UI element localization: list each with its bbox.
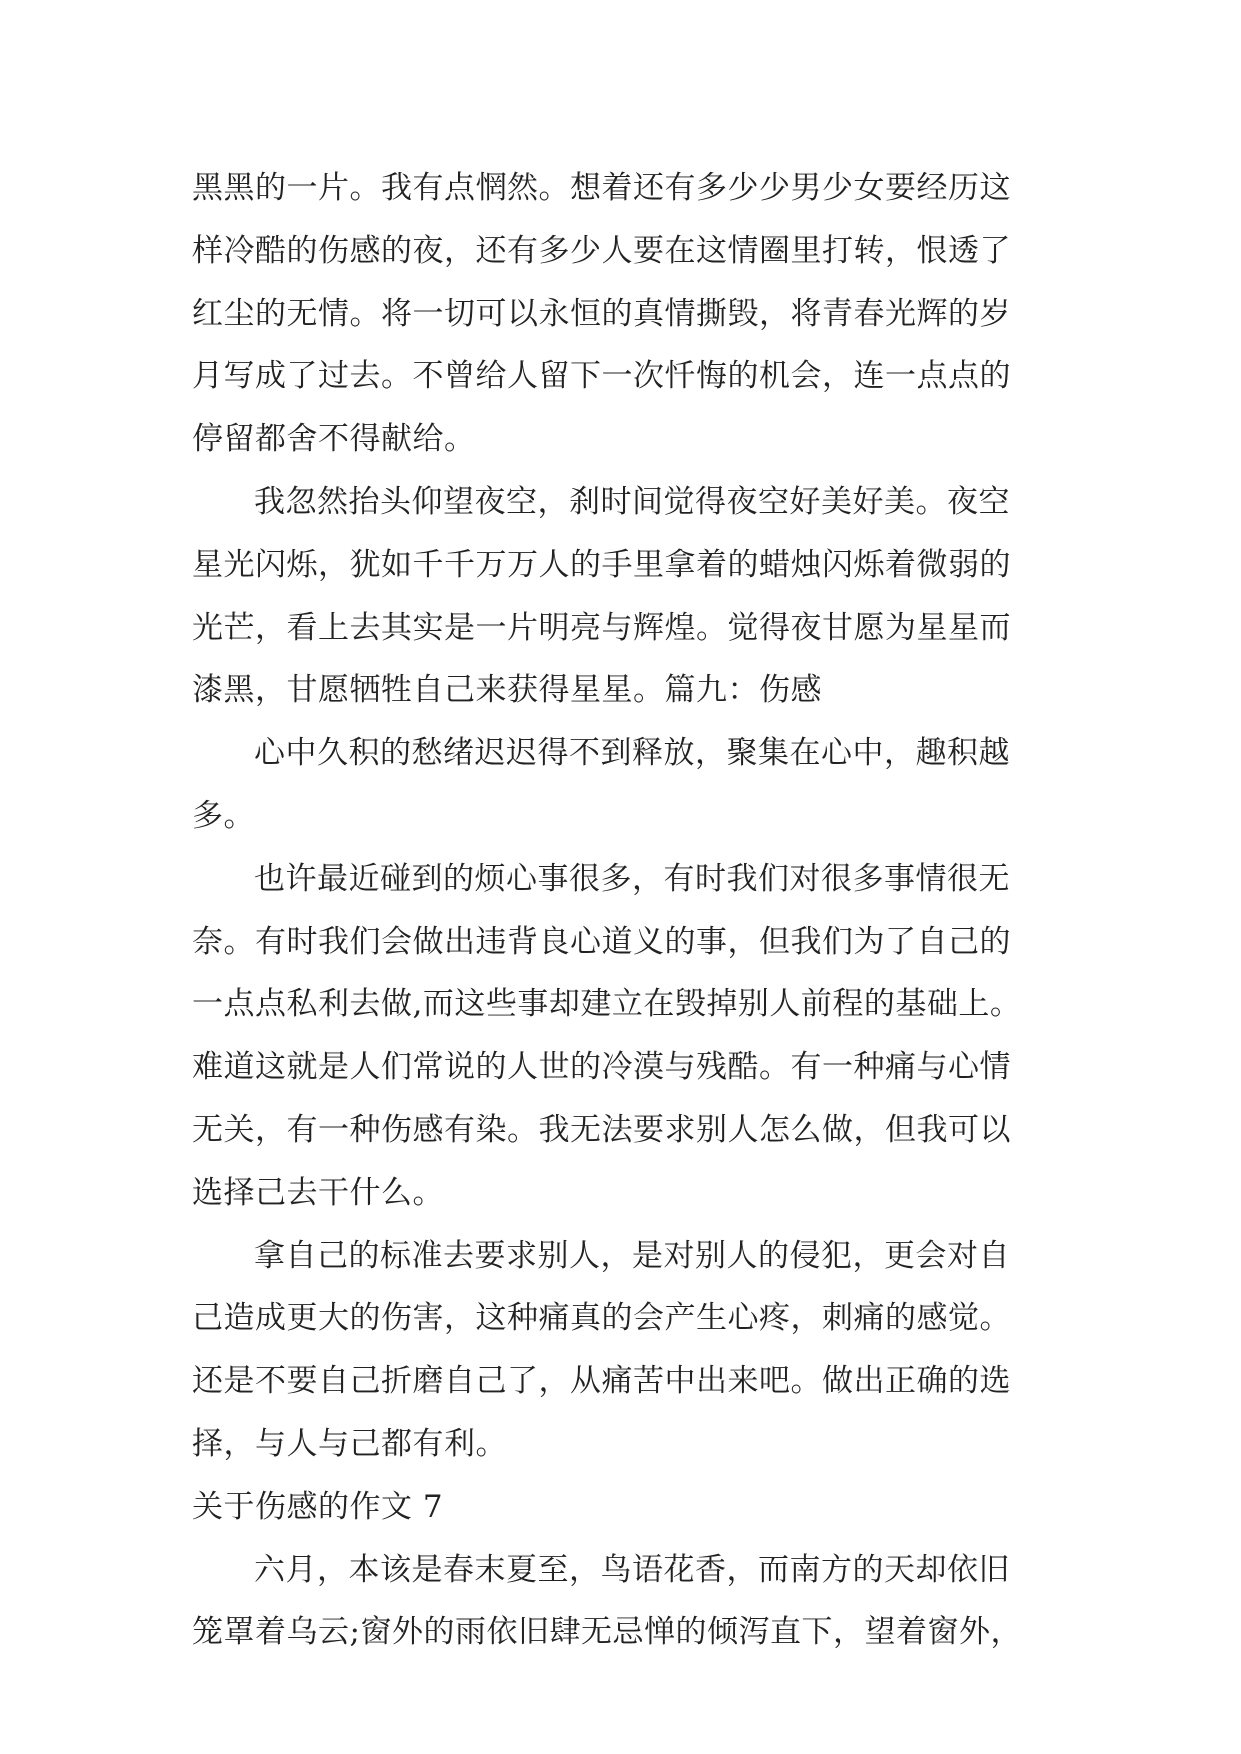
text-line: 还是不要自己折磨自己了，从痛苦中出来吧。做出正确的选 xyxy=(192,1363,1011,1400)
text-line: 光芒，看上去其实是一片明亮与辉煌。觉得夜甘愿为星星而 xyxy=(192,609,1011,646)
text-line: 多。 xyxy=(192,797,255,834)
paragraph-first-line: 拿自己的标准去要求别人，是对别人的侵犯，更会对自 xyxy=(254,1237,1010,1274)
text-line: 漆黑，甘愿牺牲自己来获得星星。篇九：伤感 xyxy=(192,672,822,709)
text-line: 无关，有一种伤感有染。我无法要求别人怎么做，但我可以 xyxy=(192,1111,1011,1148)
paragraph-first-line: 心中久积的愁绪迟迟得不到释放，聚集在心中，趣积越 xyxy=(254,735,1010,772)
text-line: 一点点私利去做,而这些事却建立在毁掉别人前程的基础上。 xyxy=(192,986,1022,1023)
paragraph-first-line: 我忽然抬头仰望夜空，刹时间觉得夜空好美好美。夜空 xyxy=(254,483,1010,520)
document-body xyxy=(192,157,1072,1664)
paragraph-first-line: 六月，本该是春末夏至，鸟语花香，而南方的天却依旧 xyxy=(254,1551,1010,1588)
text-line: 红尘的无情。将一切可以永恒的真情撕毁，将青春光辉的岁 xyxy=(192,295,1011,332)
text-line: 样冷酷的伤感的夜，还有多少人要在这情圈里打转，恨透了 xyxy=(192,232,1011,269)
text-line: 择，与人与己都有利。 xyxy=(192,1425,507,1462)
text-line: 难道这就是人们常说的人世的冷漠与残酷。有一种痛与心情 xyxy=(192,1049,1011,1086)
text-line: 星光闪烁，犹如千千万万人的手里拿着的蜡烛闪烁着微弱的 xyxy=(192,546,1011,583)
paragraph-first-line: 也许最近碰到的烦心事很多，有时我们对很多事情很无 xyxy=(254,860,1010,897)
text-line: 黑黑的一片。我有点惘然。想着还有多少少男少女要经历这 xyxy=(192,170,1011,206)
text-line: 月写成了过去。不曾给人留下一次忏悔的机会，连一点点的 xyxy=(192,358,1011,395)
text-line: 选择己去干什么。 xyxy=(192,1174,444,1211)
text-line: 己造成更大的伤害，这种痛真的会产生心疼，刺痛的感觉。 xyxy=(192,1300,1011,1337)
text-line: 奈。有时我们会做出违背良心道义的事，但我们为了自己的 xyxy=(192,923,1011,960)
text-line: 笼罩着乌云;窗外的雨依旧肆无忌惮的倾泻直下，望着窗外， xyxy=(192,1614,1022,1651)
section-heading: 关于伤感的作文 7 xyxy=(192,1488,444,1525)
text-line: 停留都舍不得献给。 xyxy=(192,421,476,458)
